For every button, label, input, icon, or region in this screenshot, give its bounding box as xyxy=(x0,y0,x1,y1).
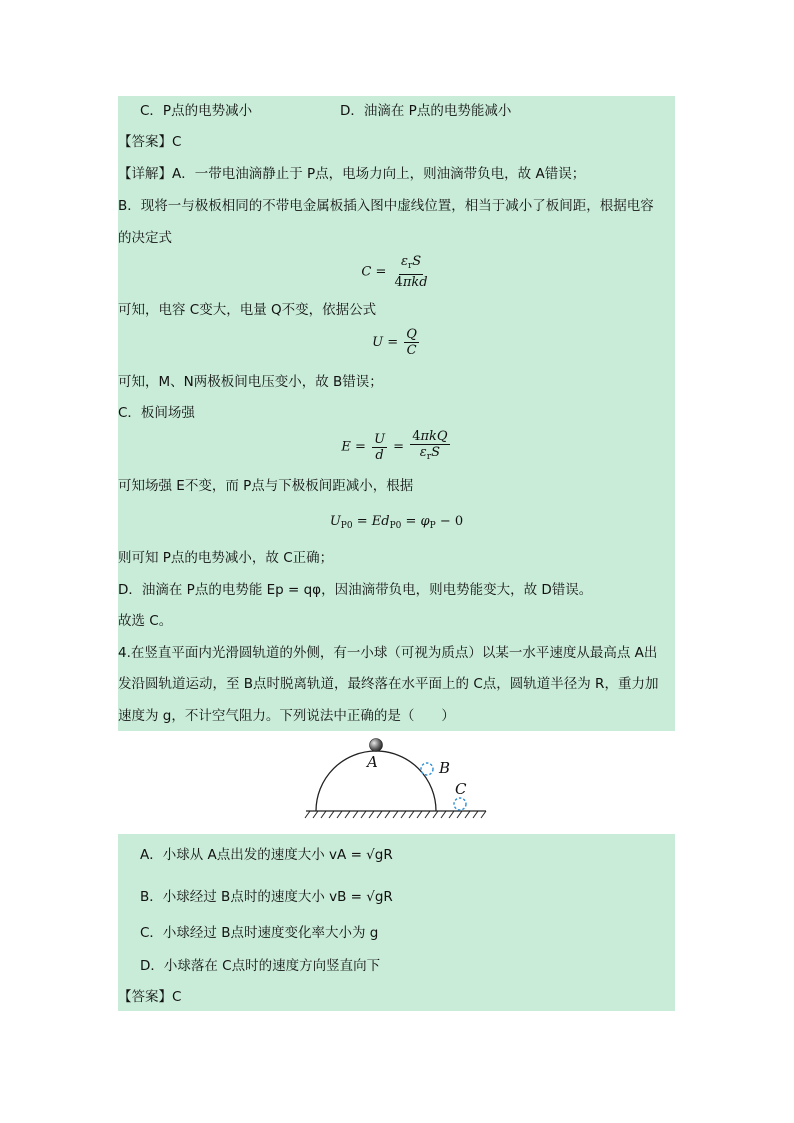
q4-answer: 【答案】C xyxy=(118,989,182,1005)
q4-stem-line3: 速度为 g，不计空气阻力。下列说法中正确的是（ ） xyxy=(118,708,455,724)
label-c: C xyxy=(455,780,467,798)
formula-field: E = $\frac{U}{d}$ = $\frac{\text{4πkQ}}{\varepsilon_rS}$ xyxy=(341,429,448,463)
q4-stem-line2: 发沿圆轨道运动，至 B点时脱离轨道，最终落在水平面上的 C点，圆轨道半径为 R，重力加 xyxy=(118,676,659,692)
q3-answer: 【答案】C xyxy=(118,134,182,150)
detail-b1: B．现将一与极板相同的不带电金属板插入图中虚线位置，相当于减小了板间距，根据电容 xyxy=(118,198,654,214)
label-a: A xyxy=(367,753,378,771)
detail-c2: 可知场强 E不变，而 P点与下极板间距减小，根据 xyxy=(118,478,414,494)
q4-option-c: C．小球经过 B点时速度变化率大小为 g xyxy=(140,925,379,941)
ground-hatching xyxy=(305,811,486,818)
label-b: B xyxy=(439,759,451,777)
q4-stem-line1: 4.在竖直平面内光滑圆轨道的外侧，有一小球（可视为质点）以某一水平速度从最高点 A出 xyxy=(118,645,658,661)
detail-b2: 的决定式 xyxy=(118,230,172,246)
q3-option-d: D．油滴在 P点的电势能减小 xyxy=(340,103,512,119)
formula-potential: $U_{P0} = Ed_{P0} = \varphi_P - 0$ xyxy=(329,514,464,531)
q4-option-a: A．小球从 A点出发的速度大小 vA = √gR xyxy=(140,847,393,863)
ball-position-b xyxy=(421,763,433,775)
detail-b4: 可知，M、N两极板间电压变小，故 B错误； xyxy=(118,374,383,390)
detail-d1: D．油滴在 P点的电势能 Ep = qφ，因油滴带负电，则电势能变大，故 D错误。 xyxy=(118,582,593,598)
detail-c1: C．板间场强 xyxy=(118,405,195,421)
ball-position-c xyxy=(454,798,466,810)
formula-capacitance: C = $\frac{\varepsilon_rS}{\text{4πkd}}$ xyxy=(361,254,428,290)
ball-at-a xyxy=(370,739,383,752)
detail-conclusion: 故选 C。 xyxy=(118,613,173,629)
formula-voltage: U = $\frac{Q}{C}$ xyxy=(372,327,417,358)
q4-option-b: B．小球经过 B点时的速度大小 vB = √gR xyxy=(140,889,393,905)
detail-b3: 可知，电容 C变大，电量 Q不变，依据公式 xyxy=(118,302,377,318)
q4-option-d: D．小球落在 C点时的速度方向竖直向下 xyxy=(140,958,381,974)
circular-track-figure xyxy=(300,735,500,827)
detail-a: 【详解】A．一带电油滴静止于 P点，电场力向上，则油滴带负电，故 A错误； xyxy=(118,166,586,182)
q3-option-c: C．P点的电势减小 xyxy=(140,103,253,119)
detail-c3: 则可知 P点的电势减小，故 C正确； xyxy=(118,550,334,566)
